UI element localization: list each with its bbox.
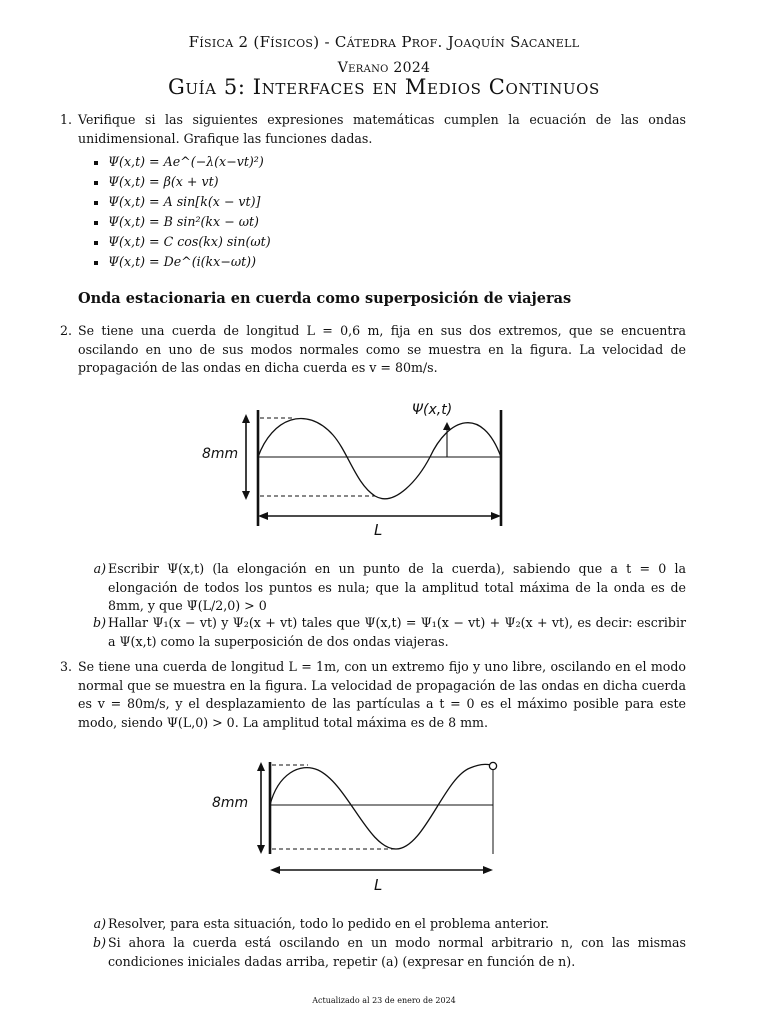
wave-curve: [258, 418, 501, 498]
length-arrow-left: [258, 512, 268, 520]
length-arrow-right: [491, 512, 501, 520]
problem-1-text: Verifique si las siguientes expresiones matemáticas cumplen la ecuación de las ondas unidimensional. Grafique las funciones dadas.: [78, 112, 686, 146]
list-item: Ψ(x,t) = A sin[k(x − vt)]: [108, 193, 508, 213]
figure-string-free-end: [200, 754, 510, 898]
problem-3-text: Se tiene una cuerda de longitud L = 1m, con un extremo fijo y uno libre, oscilando en el modo normal que se muestra en la figura. La velocidad de propagación de las ondas en dicha cuerda es v = 80m/s, y el desplazamiento de las partículas a t = 0 es el máximo posible para este modo, siendo Ψ(L,0) > 0. La amplitud total máxima es de 8 mm.: [78, 659, 686, 730]
psi-arrow-head: [443, 422, 451, 430]
list-item: Ψ(x,t) = β(x + vt): [108, 173, 508, 193]
arrow-head-up: [242, 414, 250, 423]
free-end-ring: [489, 762, 496, 769]
term-header: Verano 2024: [337, 60, 431, 76]
arrow-head-up: [257, 762, 265, 771]
problem-2a-text: Escribir Ψ(x,t) (la elongación en un punto de la cuerda), sabiendo que a t = 0 la elongación de todos los puntos es nula; que la amplitud total máxima de la onda es de 8mm, y que Ψ̇(L/2,0) > 0: [108, 561, 686, 613]
item-label: a): [93, 561, 106, 576]
problem-2-text: Se tiene una cuerda de longitud L = 0,6 m, fija en sus dos extremos, que se encuentra oscilando en uno de sus modos normales como se muestra en la figura. La velocidad de propagación de las ondas en dicha cuerda es v = 80m/s.: [78, 323, 686, 375]
course-header: Física 2 (Físicos) - Cátedra Prof. Joaquín Sacanell: [188, 33, 580, 51]
problem-3b-text: Si ahora la cuerda está oscilando en un modo normal arbitrario n, con las mismas condiciones iniciales dadas arriba, repetir (a) (expresar en función de n).: [108, 935, 686, 969]
figure-string-fixed-ends: [190, 398, 520, 546]
problem-3a-text: Resolver, para esta situación, todo lo pedido en el problema anterior.: [108, 916, 550, 931]
item-label: b): [93, 615, 106, 630]
footer-updated: Actualizado al 23 de enero de 2024: [312, 996, 456, 1005]
item-label: b): [93, 935, 106, 950]
problem-1-number: 1.: [60, 112, 73, 127]
length-arrow-left: [270, 866, 280, 874]
list-item: Ψ(x,t) = C cos(kx) sin(ωt): [108, 233, 508, 253]
arrow-head-down: [257, 845, 265, 854]
psi-label: Ψ(x,t): [412, 402, 453, 418]
wave-curve: [270, 764, 493, 849]
problem-1-list: [108, 153, 508, 273]
arrow-head-down: [242, 491, 250, 500]
list-item: Ψ(x,t) = De^(i(kx−ωt)): [108, 253, 508, 273]
amplitude-label: 8mm: [212, 795, 249, 811]
amplitude-label: 8mm: [202, 446, 239, 462]
list-item: Ψ(x,t) = B sin²(kx − ωt): [108, 213, 508, 233]
length-label: L: [374, 876, 383, 894]
problem-2b-text: Hallar Ψ₁(x − vt) y Ψ₂(x + vt) tales que Ψ(x,t) = Ψ₁(x − vt) + Ψ₂(x + vt), es decir: escribir a Ψ(x,t) como la superposición de dos ondas viajeras.: [108, 615, 686, 649]
page-title: Guía 5: Interfaces en Medios Continuos: [168, 75, 600, 99]
length-arrow-right: [483, 866, 493, 874]
list-item: Ψ(x,t) = Ae^(−λ(x−vt)²): [108, 153, 508, 173]
length-label: L: [374, 521, 383, 539]
section-title: Onda estacionaria en cuerda como superposición de viajeras: [78, 290, 572, 307]
problem-2-number: 2.: [60, 323, 73, 338]
item-label: a): [93, 916, 106, 931]
problem-3-number: 3.: [60, 659, 73, 674]
